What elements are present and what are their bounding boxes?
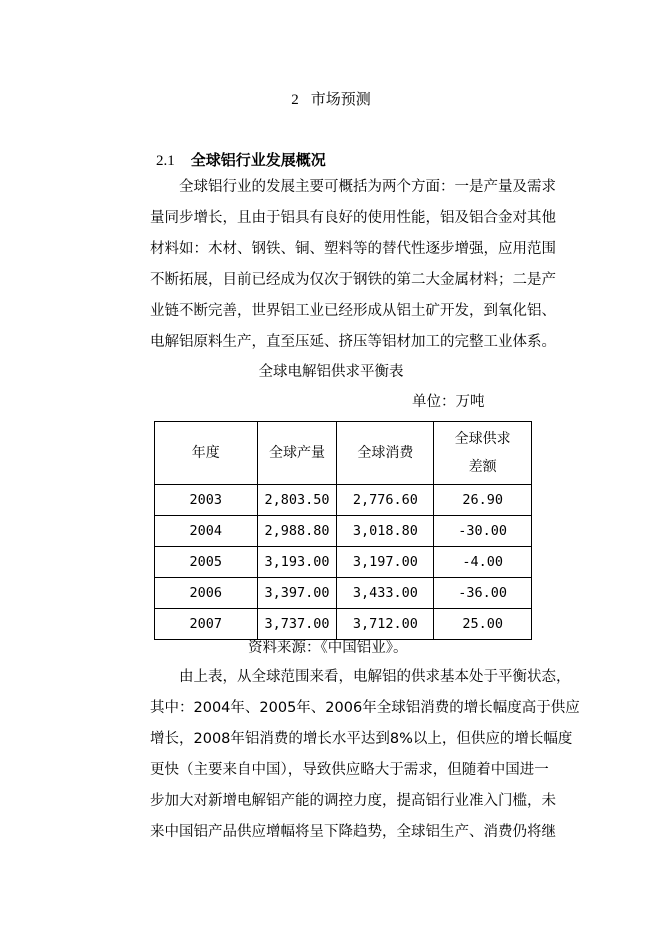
cell-balance: -30.00 (434, 516, 532, 547)
cell-production: 3,193.00 (257, 547, 337, 578)
cell-consumption: 3,712.00 (337, 609, 434, 640)
table-row (155, 516, 532, 547)
cell-balance: 25.00 (434, 609, 532, 640)
chapter-title-text: 市场预测 (310, 90, 371, 108)
paragraph-line: 电解铝原料生产，直至压延、挤压等铝材加工的完整工业体系。 (150, 334, 556, 350)
chapter-number: 2 (291, 92, 299, 108)
cell-year: 2006 (155, 578, 258, 609)
table-header-row (155, 422, 532, 485)
header-balance (434, 422, 532, 485)
section-number: 2.1 (156, 153, 175, 169)
table-row (155, 485, 532, 516)
table-unit-label: 单位：万吨 (412, 394, 485, 410)
paragraph-line: 全球铝行业的发展主要可概括为两个方面：一是产量及需求 (150, 179, 556, 195)
intro-paragraph (150, 172, 570, 358)
header-year: 年度 (155, 422, 258, 485)
cell-production: 3,397.00 (257, 578, 337, 609)
cell-year: 2003 (155, 485, 258, 516)
table-source-note: 资料来源：《中国铝业》。 (248, 640, 408, 656)
cell-balance: -36.00 (434, 578, 532, 609)
chapter-title (0, 88, 662, 109)
paragraph-line: 量同步增长，且由于铝具有良好的使用性能，铝及铝合金对其他 (150, 210, 556, 226)
cell-consumption: 2,776.60 (337, 485, 434, 516)
cell-consumption: 3,433.00 (337, 578, 434, 609)
cell-balance: 26.90 (434, 485, 532, 516)
cell-balance: -4.00 (434, 547, 532, 578)
header-balance-text: 全球供求差额 (454, 431, 511, 475)
table-row (155, 547, 532, 578)
cell-production: 2,803.50 (257, 485, 337, 516)
cell-consumption: 3,018.80 (337, 516, 434, 547)
table-row (155, 578, 532, 609)
paragraph-line: 更快（主要来自中国），导致供应略大于需求，但随着中国进一 (150, 762, 549, 778)
cell-year: 2005 (155, 547, 258, 578)
section-heading (156, 149, 326, 170)
analysis-paragraph (150, 662, 580, 848)
supply-demand-table (154, 421, 532, 640)
cell-production: 2,988.80 (257, 516, 337, 547)
paragraph-line: 步加大对新增电解铝产能的调控力度，提高铝行业准入门槛，未 (150, 793, 556, 809)
section-title-text: 全球铝行业发展概况 (190, 151, 326, 169)
cell-production: 3,737.00 (257, 609, 337, 640)
paragraph-line: 业链不断完善，世界铝工业已经形成从铝土矿开发，到氧化铝、 (150, 303, 556, 319)
cell-year: 2004 (155, 516, 258, 547)
paragraph-line: 由上表，从全球范围来看，电解铝的供求基本处于平衡状态， (150, 669, 571, 685)
paragraph-line: 其中：2004年、2005年、2006年全球铝消费的增长幅度高于供应 (150, 700, 580, 716)
header-consumption: 全球消费 (337, 422, 434, 485)
cell-consumption: 3,197.00 (337, 547, 434, 578)
header-production: 全球产量 (257, 422, 337, 485)
paragraph-line: 不断拓展，目前已经成为仅次于钢铁的第二大金属材料；二是产 (150, 272, 556, 288)
table-row (155, 609, 532, 640)
paragraph-line: 增长，2008年铝消费的增长水平达到8%以上，但供应的增长幅度 (150, 731, 573, 747)
paragraph-line: 来中国铝产品供应增幅将呈下降趋势，全球铝生产、消费仍将继 (150, 824, 556, 840)
paragraph-line: 材料如：木材、钢铁、铜、塑料等的替代性逐步增强，应用范围 (150, 241, 556, 257)
table-title: 全球电解铝供求平衡表 (258, 364, 404, 380)
cell-year: 2007 (155, 609, 258, 640)
